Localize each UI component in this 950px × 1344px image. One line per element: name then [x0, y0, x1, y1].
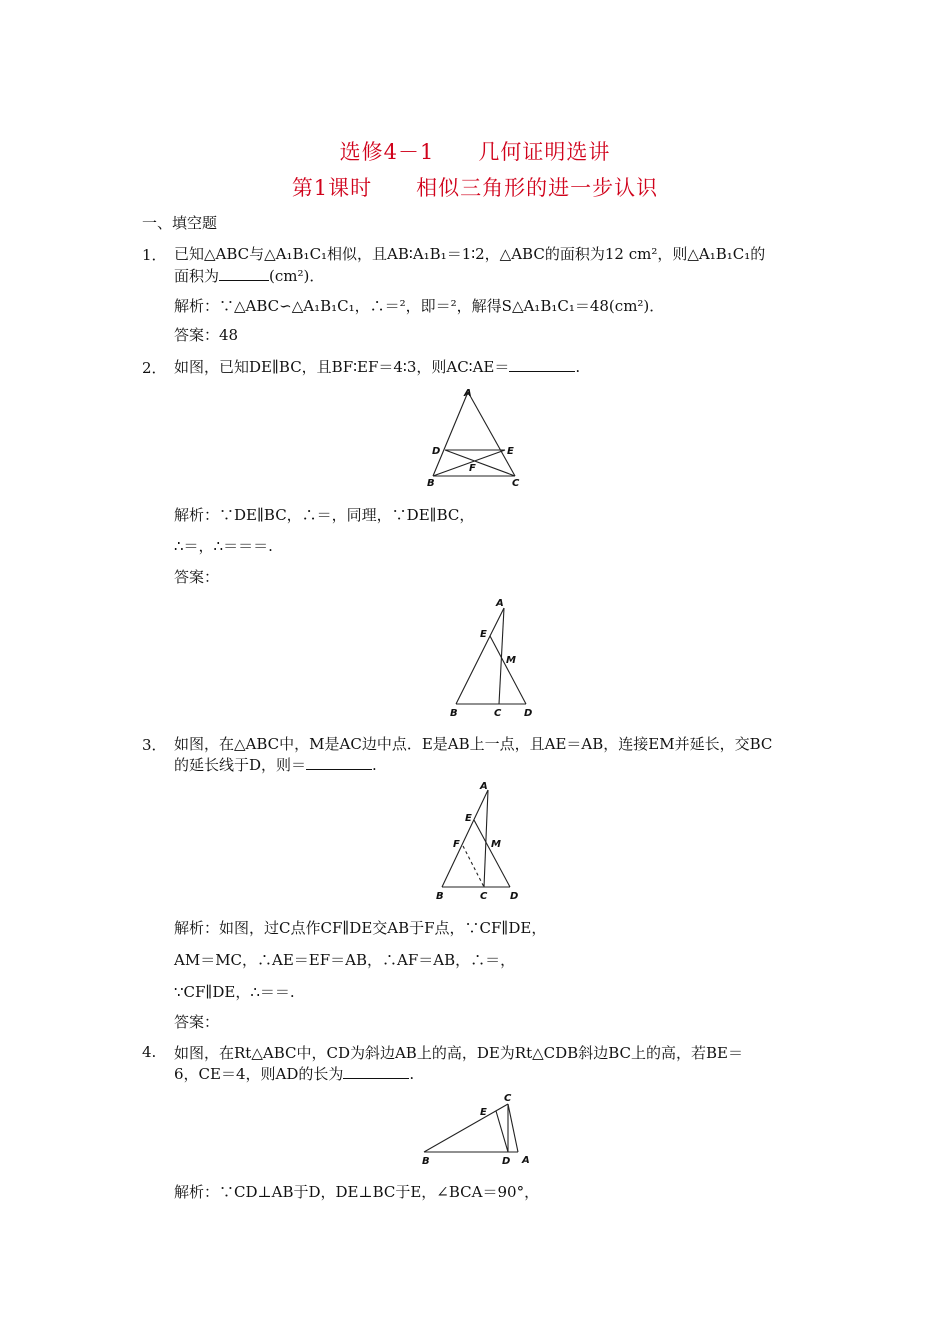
- label-b: B: [436, 891, 444, 902]
- segment-ed: [474, 820, 510, 887]
- problem-2-number: 2．: [142, 359, 167, 377]
- problem-3-solution-line2: AM＝MC，∴AE＝EF＝AB，∴AF＝AB，∴＝，: [174, 951, 516, 969]
- figure-triangle-de-bc: [420, 384, 530, 490]
- segment-ed: [490, 636, 526, 704]
- segment-cf-dashed: [463, 846, 484, 887]
- problem-2-solution-line1: 解析：∵DE∥BC，∴＝，同理，∵DE∥BC，: [174, 506, 475, 524]
- label-e: E: [507, 446, 514, 457]
- problem-2-solution-line2: ∴＝，∴＝＝＝.: [174, 537, 273, 555]
- problem-1-answer: 答案：48: [174, 326, 239, 344]
- label-d: D: [510, 891, 519, 902]
- label-a: A: [480, 781, 488, 792]
- label-d: D: [524, 708, 533, 719]
- label-c: C: [504, 1093, 512, 1104]
- label-e: E: [465, 813, 472, 824]
- problem-3-line2-before: 的延长线于D，则＝: [174, 756, 307, 774]
- label-e: E: [480, 1107, 487, 1118]
- problem-2-answer: 答案：: [174, 568, 220, 586]
- problem-3-solution-line1: 解析：如图，过C点作CF∥DE交AB于F点，∵CF∥DE，: [174, 919, 547, 937]
- problem-1-line2-before: 面积为: [174, 267, 220, 285]
- problem-1-line2-after: (cm²)．: [269, 267, 325, 285]
- problem-1-line1: 已知△ABC与△A₁B₁C₁相似，且AB∶A₁B₁＝1∶2，△ABC的面积为12 cm²，则△A₁B₁C₁的: [174, 245, 766, 263]
- segment-ab: [442, 790, 488, 887]
- problem-3-number: 3．: [142, 736, 167, 754]
- label-f: F: [453, 839, 460, 850]
- problem-3-line2-after: .: [372, 756, 377, 774]
- page-title: 选修4－1 几何证明选讲: [339, 140, 611, 164]
- label-m: M: [506, 655, 516, 666]
- problem-4-line2: [174, 1064, 414, 1084]
- page-subtitle: 第1课时 相似三角形的进一步认识: [291, 176, 659, 200]
- section-heading: 一、填空题: [142, 214, 218, 232]
- problem-2-line1: [174, 357, 580, 377]
- segment-ab: [456, 608, 504, 704]
- answer-blank: [219, 266, 269, 281]
- segment-ab: [433, 392, 468, 476]
- figure-triangle-em: [444, 596, 544, 720]
- segment-ca: [508, 1104, 518, 1152]
- label-c: C: [494, 708, 502, 719]
- problem-3-line1: 如图，在△ABC中，M是AC边中点．E是AB上一点，且AE＝AB，连接EM并延长，交BC: [174, 735, 773, 753]
- problem-2-line1-before: 如图，已知DE∥BC，且BF∶EF＝4∶3，则AC∶AE＝: [174, 358, 510, 376]
- answer-blank: [306, 755, 372, 770]
- problem-4-number: 4.: [142, 1043, 157, 1061]
- label-a: A: [496, 598, 504, 609]
- label-b: B: [450, 708, 458, 719]
- figure-triangle-cf-parallel: [430, 780, 530, 904]
- label-f: F: [469, 463, 476, 474]
- segment-dc: [445, 450, 515, 476]
- label-a: A: [522, 1155, 530, 1166]
- problem-1-number: 1．: [142, 246, 167, 264]
- label-m: M: [491, 839, 501, 850]
- problem-4-line2-before: 6，CE＝4，则AD的长为: [174, 1065, 344, 1083]
- figure-right-triangle: [416, 1090, 540, 1168]
- problem-4-line1: 如图，在Rt△ABC中，CD为斜边AB上的高，DE为Rt△CDB斜边BC上的高，若BE＝: [174, 1044, 743, 1062]
- answer-blank: [343, 1064, 409, 1079]
- problem-3-line2: [174, 755, 377, 775]
- label-d: D: [432, 446, 441, 457]
- segment-bc: [424, 1104, 508, 1152]
- problem-3-answer: 答案：: [174, 1013, 220, 1031]
- problem-4-line2-after: .: [409, 1065, 415, 1083]
- segment-de: [496, 1111, 508, 1152]
- problem-4-solution-line1: 解析：∵CD⊥AB于D，DE⊥BC于E，∠BCA＝90°，: [174, 1183, 540, 1201]
- label-e: E: [480, 629, 487, 640]
- solution-label: 解析：: [174, 297, 220, 315]
- problem-1-solution: [174, 296, 664, 316]
- label-c: C: [512, 478, 520, 489]
- problem-2-line1-after: .: [575, 358, 581, 376]
- label-b: B: [427, 478, 435, 489]
- segment-ac: [499, 608, 504, 704]
- label-b: B: [422, 1156, 430, 1167]
- label-d: D: [502, 1156, 511, 1167]
- label-c: C: [480, 891, 488, 902]
- segment-ac: [484, 790, 488, 887]
- answer-blank: [509, 357, 575, 372]
- solution-body: ∵△ABC∽△A₁B₁C₁，∴＝²，即＝²，解得S△A₁B₁C₁＝48(cm²)．: [219, 297, 665, 315]
- label-a: A: [464, 388, 472, 399]
- problem-1-line2: [174, 266, 324, 286]
- problem-3-solution-line3: ∵CF∥DE，∴＝＝.: [174, 983, 295, 1001]
